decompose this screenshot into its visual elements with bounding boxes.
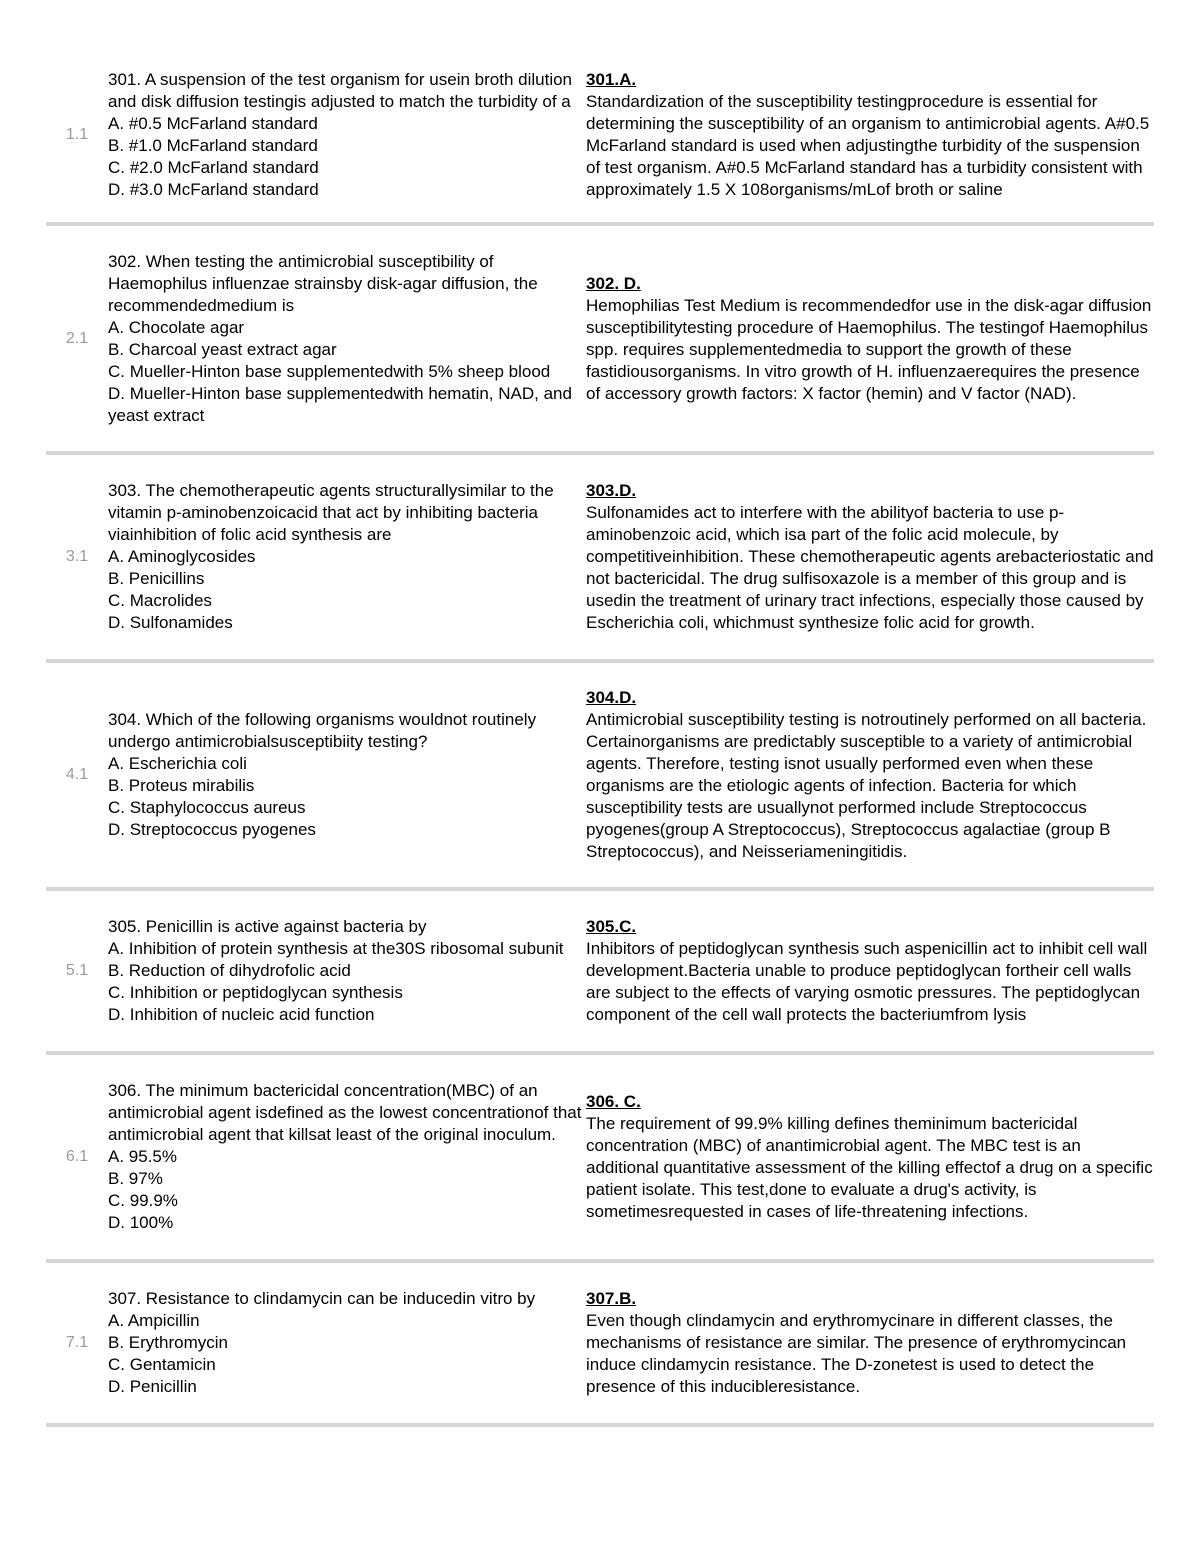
option: C. Gentamicin (108, 1355, 216, 1374)
question-stem: 302. When testing the antimicrobial susceptibility of Haemophilus influenzae strainsby disk-agar diffusion, the recommendedmedium is (108, 251, 538, 315)
question-row (46, 1055, 1154, 1263)
answer-label: 304.D. (586, 688, 637, 707)
answer-label: 307.B. (586, 1289, 637, 1308)
row-number: 4.1 (65, 766, 89, 783)
option: D. Inhibition of nucleic acid function (108, 1005, 375, 1024)
answer-label: 306. C. (586, 1092, 641, 1111)
answer-text (586, 480, 1158, 634)
option: D. #3.0 McFarland standard (108, 180, 319, 199)
answer-explanation: The requirement of 99.9% killing defines theminimum bactericidal concentration (MBC) of anantimicrobial agent. The MBC test is an additional quantitative assessment of the killing effectof a drug on a specific patient isolate. This test,done to evaluate a drug's activity, is sometimesrequested in cases of life-threatening infections. (586, 1114, 1153, 1221)
option: A. Aminoglycosides (108, 547, 256, 566)
option: B. #1.0 McFarland standard (108, 136, 318, 155)
answer-explanation: Standardization of the susceptibility testingprocedure is essential for determining the susceptibility of an organism to antimicrobial agents. A#0.5 McFarland standard is used when adjustingthe turbidity of the suspension of test organism. A#0.5 McFarland standard has a turbidity consistent with approximately 1.5 X 108organisms/mLof broth or saline (586, 92, 1150, 199)
option: C. Staphylococcus aureus (108, 798, 306, 817)
row-number: 5.1 (65, 962, 89, 979)
option: B. Erythromycin (108, 1333, 228, 1352)
question-stem: 306. The minimum bactericidal concentration(MBC) of an antimicrobial agent isdefined as the lowest concentrationof that antimicrobial agent that killsat least of the original inoculum. (108, 1081, 582, 1144)
row-number: 2.1 (65, 329, 89, 347)
option: A. Escherichia coli (108, 754, 247, 773)
question-text (108, 251, 586, 427)
question-text (108, 1080, 586, 1234)
answer-text (586, 273, 1158, 405)
option: C. Inhibition or peptidoglycan synthesis (108, 983, 403, 1002)
option: D. Streptococcus pyogenes (108, 820, 316, 839)
option: A. Chocolate agar (108, 317, 245, 337)
option: D. 100% (108, 1213, 174, 1232)
option: D. Penicillin (108, 1377, 197, 1396)
question-stem: 307. Resistance to clindamycin can be inducedin vitro by (108, 1289, 536, 1308)
question-text (108, 916, 586, 1026)
answer-explanation: Even though clindamycin and erythromycinare in different classes, the mechanisms of resistance are similar. The presence of erythromycincan induce clindamycin resistance. The D-zonetest is used to detect the presence of this inducibleresistance. (586, 1311, 1127, 1396)
question-stem: 301. A suspension of the test organism for usein broth dilution and disk diffusion testingis adjusted to match the turbidity of a (108, 70, 573, 111)
question-row (46, 226, 1154, 455)
option: B. 97% (108, 1169, 163, 1188)
answer-explanation: Sulfonamides act to interfere with the abilityof bacteria to use p-aminobenzoic acid, which isa part of the folic acid molecule, by competitiveinhibition. These chemotherapeutic agents arebacteriostatic and not bactericidal. The drug sulfisoxazole is a member of this group and is usedin the treatment of urinary tract infections, especially those caused by Escherichia coli, whichmust synthesize folic acid for growth. (586, 503, 1154, 632)
option: B. Proteus mirabilis (108, 776, 255, 795)
question-row (46, 455, 1154, 663)
question-text (108, 1288, 586, 1398)
answer-label: 302. D. (586, 273, 641, 293)
option: C. 99.9% (108, 1191, 178, 1210)
answer-explanation: Antimicrobial susceptibility testing is notroutinely performed on all bacteria. Certainorganisms are predictably susceptible to a variety of antimicrobial agents. Therefore, testing isnot usually performed even when these organisms are the etiologic agents of infection. Bacteria for which susceptibility tests are usuallynot performed include Streptococcus pyogenes(group A Streptococcus), Streptococcus agalactiae (group B Streptococcus), and Neisseriameningitidis. (586, 710, 1147, 861)
answer-label: 305.C. (586, 917, 637, 936)
option: B. Penicillins (108, 569, 205, 588)
answer-text (586, 1288, 1158, 1398)
question-row (46, 1263, 1154, 1427)
option: C. Macrolides (108, 591, 212, 610)
option: A. Inhibition of protein synthesis at the30S ribosomal subunit (108, 939, 564, 958)
row-number: 7.1 (65, 1334, 89, 1351)
question-text (108, 709, 586, 841)
question-row (46, 663, 1154, 891)
answer-text (586, 916, 1158, 1026)
question-stem: 303. The chemotherapeutic agents structurallysimilar to the vitamin p-aminobenzoicacid that act by inhibiting bacteria viainhibition of folic acid synthesis are (108, 481, 554, 544)
option: A. Ampicillin (108, 1311, 200, 1330)
option: A. 95.5% (108, 1147, 177, 1166)
question-row (46, 48, 1154, 226)
answer-text (586, 687, 1158, 863)
option: D. Sulfonamides (108, 613, 233, 632)
answer-label: 303.D. (586, 481, 637, 500)
option: A. #0.5 McFarland standard (108, 114, 318, 133)
question-stem: 305. Penicillin is active against bacteria by (108, 917, 427, 936)
answer-text (586, 1091, 1158, 1223)
option: B. Reduction of dihydrofolic acid (108, 961, 351, 980)
option: C. Mueller-Hinton base supplementedwith 5% sheep blood (108, 361, 551, 381)
question-stem: 304. Which of the following organisms wouldnot routinely undergo antimicrobialsusceptibiity testing? (108, 710, 537, 751)
answer-text (586, 69, 1158, 201)
option: C. #2.0 McFarland standard (108, 158, 319, 177)
option: B. Charcoal yeast extract agar (108, 339, 337, 359)
answer-label: 301.A. (586, 70, 637, 89)
answer-explanation: Hemophilias Test Medium is recommendedfor use in the disk-agar diffusion susceptibilitytesting procedure of Haemophilus. The testingof Haemophilus spp. requires supplementedmedia to support the growth of these fastidiousorganisms. In vitro growth of H. influenzaerequires the presence of accessory growth factors: X factor (hemin) and V factor (NAD). (586, 295, 1152, 403)
row-number: 3.1 (65, 548, 89, 565)
question-text (108, 69, 586, 201)
row-number: 6.1 (65, 1148, 89, 1165)
row-number: 1.1 (65, 126, 89, 143)
question-text (108, 480, 586, 634)
answer-explanation: Inhibitors of peptidoglycan synthesis such aspenicillin act to inhibit cell wall development.Bacteria unable to produce peptidoglycan fortheir cell walls are subject to the effects of varying osmotic pressures. The peptidoglycan component of the cell wall protects the bacteriumfrom lysis (586, 939, 1148, 1024)
question-row (46, 891, 1154, 1055)
question-sheet (46, 48, 1154, 1427)
option: D. Mueller-Hinton base supplementedwith hematin, NAD, and yeast extract (108, 383, 572, 425)
